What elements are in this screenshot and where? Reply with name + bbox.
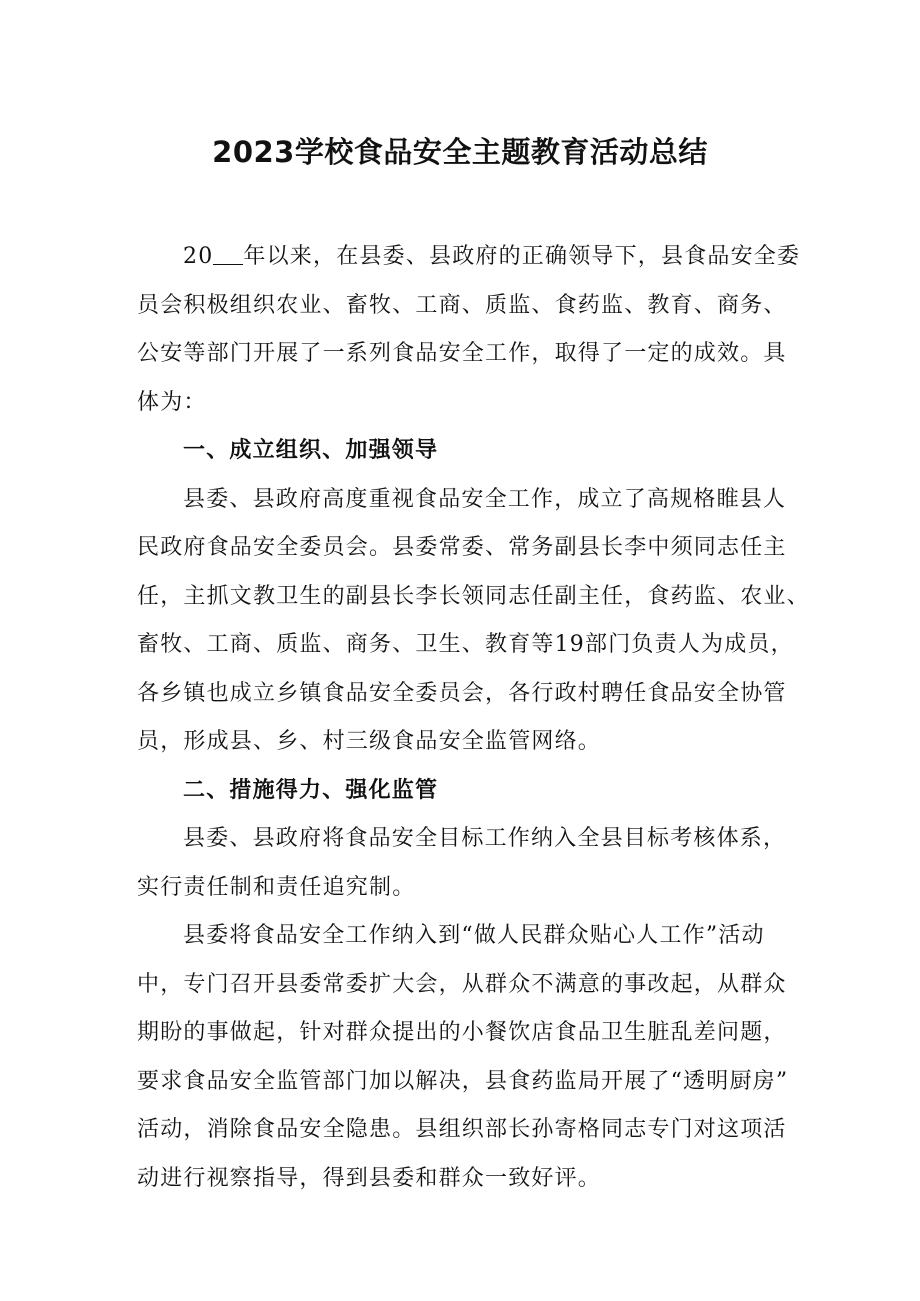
paragraph-line: 动进行视察指导，得到县委和群众一致好评。 — [137, 1165, 602, 1191]
paragraph-line: 民政府食品安全委员会。县委常委、常务副县长李中须同志任主 — [137, 535, 787, 560]
paragraph-line: 任，主抓文教卫生的副县长李长领同志任副主任，食药监、农业、 — [137, 583, 810, 609]
intro-line — [137, 233, 802, 282]
paragraph-line: 活动，消除食品安全隐患。县组织部长孙寄格同志专门对这项活 — [137, 1117, 787, 1142]
paragraph-line: 各乡镇也成立乡镇食品安全委员会，各行政村聘任食品安全协管 — [137, 680, 787, 706]
paragraph-line: 畜牧、工商、质监、商务、卫生、教育等19部门负责人为成员， — [137, 632, 794, 657]
section-heading: 二、措施得力、强化监管 — [183, 777, 439, 803]
document-title: 2023学校食品安全主题教育活动总结 — [212, 135, 708, 169]
paragraph-line: 县委、县政府高度重视食品安全工作，成立了高规格睢县人 — [183, 486, 787, 512]
section-heading: 一、成立组织、加强领导 — [183, 438, 439, 463]
intro-line: 体为： — [137, 389, 207, 415]
paragraph-line: 实行责任制和责任追究制。 — [137, 874, 416, 900]
year-blank-underline — [213, 238, 243, 265]
paragraph-line: 员，形成县、乡、村三级食品安全监管网络。 — [137, 729, 602, 754]
paragraph-line: 期盼的事做起，针对群众提出的小餐饮店食品卫生脏乱差问题， — [137, 1020, 787, 1045]
paragraph-line: 县委将食品安全工作纳入到“做人民群众贴心人工作”活动 — [183, 923, 765, 948]
intro-line: 员会积极组织农业、畜牧、工商、质监、食药监、教育、商务、 — [137, 292, 787, 318]
intro-line-text: 年以来，在县委、县政府的正确领导下，县食品安全委 — [243, 244, 801, 269]
document-body — [137, 233, 810, 1203]
paragraph-line: 要求食品安全监管部门加以解决，县食药监局开展了“透明厨房” — [137, 1068, 789, 1094]
intro-line: 公安等部门开展了一系列食品安全工作，取得了一定的成效。具 — [137, 341, 787, 366]
year-prefix: 20 — [183, 244, 214, 269]
paragraph-line: 中，专门召开县委常委扩大会，从群众不满意的事改起，从群众 — [137, 971, 787, 997]
paragraph-line: 县委、县政府将食品安全目标工作纳入全县目标考核体系， — [183, 826, 787, 851]
